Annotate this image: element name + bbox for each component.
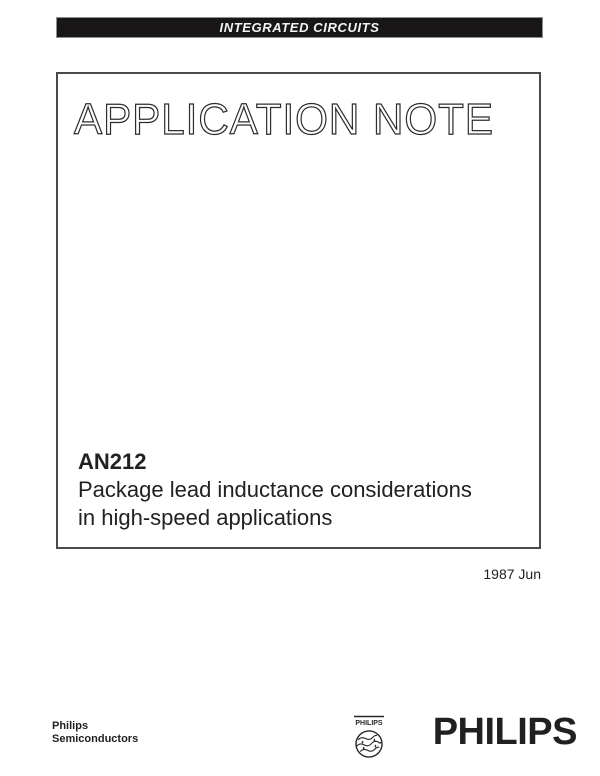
emblem-philips-text: PHILIPS (355, 720, 383, 727)
document-title-line-1: Package lead inductance considerations (78, 477, 472, 502)
emblem-shield (354, 729, 384, 759)
application-note-outline-title (72, 86, 527, 150)
banner-label: INTEGRATED CIRCUITS (219, 19, 380, 35)
title-box (56, 72, 541, 549)
publication-date: 1987 Jun (483, 566, 541, 582)
document-id: AN212 (78, 449, 147, 474)
philips-shield-emblem-icon (349, 713, 389, 765)
document-info (78, 448, 472, 532)
company-name-line-2: Semiconductors (52, 732, 139, 745)
integrated-circuits-banner (56, 17, 543, 38)
philips-wordmark: PHILIPS (432, 711, 577, 753)
application-note-title-text: APPLICATION NOTE (74, 95, 494, 144)
document-title-line-2: in high-speed applications (78, 505, 333, 530)
company-name (52, 720, 138, 745)
company-name-line-1: Philips (52, 720, 89, 732)
